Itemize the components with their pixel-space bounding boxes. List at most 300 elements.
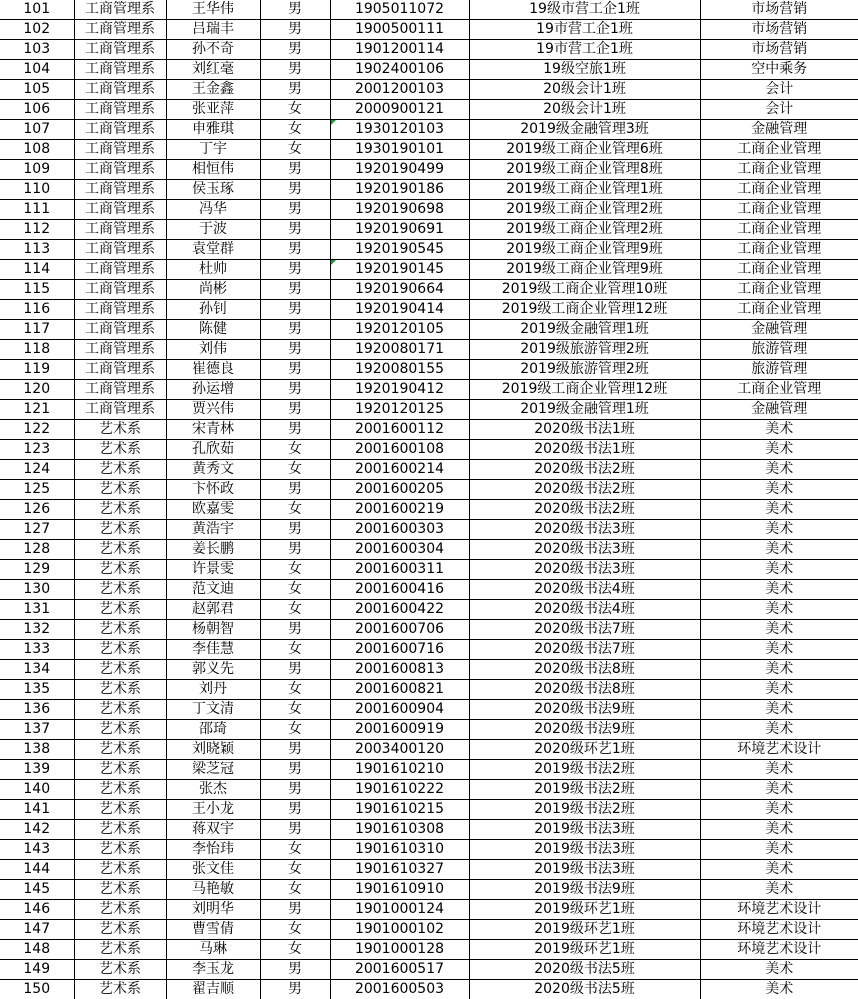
department-cell[interactable]: 工商管理系 [74,200,166,220]
student-id-cell[interactable]: 2001600303 [330,520,469,540]
class-cell[interactable]: 2020级书法3班 [469,560,700,580]
class-cell[interactable]: 2019级环艺1班 [469,940,700,960]
name-cell[interactable]: 张亚萍 [166,100,260,120]
department-cell[interactable]: 工商管理系 [74,20,166,40]
name-cell[interactable]: 吕瑞丰 [166,20,260,40]
student-id-cell[interactable]: 2000900121 [330,100,469,120]
name-cell[interactable]: 蒋双宇 [166,820,260,840]
name-cell[interactable]: 丁宇 [166,140,260,160]
gender-cell[interactable]: 男 [260,320,330,340]
department-cell[interactable]: 艺术系 [74,420,166,440]
gender-cell[interactable]: 男 [260,220,330,240]
department-cell[interactable]: 工商管理系 [74,240,166,260]
major-cell[interactable]: 会计 [700,100,858,120]
student-id-cell[interactable]: 1930120103 [330,120,469,140]
gender-cell[interactable]: 男 [260,360,330,380]
row-number-cell[interactable]: 127 [0,520,74,540]
major-cell[interactable]: 金融管理 [700,120,858,140]
row-number-cell[interactable]: 118 [0,340,74,360]
student-id-cell[interactable]: 2001600304 [330,540,469,560]
name-cell[interactable]: 杨朝智 [166,620,260,640]
row-number-cell[interactable]: 124 [0,460,74,480]
student-id-cell[interactable]: 2001600311 [330,560,469,580]
department-cell[interactable]: 艺术系 [74,720,166,740]
department-cell[interactable]: 工商管理系 [74,40,166,60]
student-id-cell[interactable]: 1930190101 [330,140,469,160]
department-cell[interactable]: 艺术系 [74,820,166,840]
gender-cell[interactable]: 女 [260,640,330,660]
row-number-cell[interactable]: 106 [0,100,74,120]
department-cell[interactable]: 艺术系 [74,500,166,520]
class-cell[interactable]: 2020级书法2班 [469,460,700,480]
row-number-cell[interactable]: 123 [0,440,74,460]
major-cell[interactable]: 旅游管理 [700,360,858,380]
row-number-cell[interactable]: 140 [0,780,74,800]
department-cell[interactable]: 工商管理系 [74,300,166,320]
class-cell[interactable]: 2020级书法7班 [469,640,700,660]
gender-cell[interactable]: 男 [260,420,330,440]
student-id-cell[interactable]: 2001600517 [330,960,469,980]
class-cell[interactable]: 19级空旅1班 [469,60,700,80]
gender-cell[interactable]: 女 [260,940,330,960]
row-number-cell[interactable]: 125 [0,480,74,500]
class-cell[interactable]: 2019级书法2班 [469,800,700,820]
class-cell[interactable]: 2019级工商企业管理6班 [469,140,700,160]
gender-cell[interactable]: 女 [260,120,330,140]
student-id-cell[interactable]: 2001600112 [330,420,469,440]
class-cell[interactable]: 2019级书法3班 [469,860,700,880]
student-id-cell[interactable]: 2001600821 [330,680,469,700]
class-cell[interactable]: 2019级书法3班 [469,820,700,840]
department-cell[interactable]: 艺术系 [74,540,166,560]
class-cell[interactable]: 2020级书法3班 [469,520,700,540]
gender-cell[interactable]: 男 [260,60,330,80]
student-id-cell[interactable]: 1901610310 [330,840,469,860]
row-number-cell[interactable]: 121 [0,400,74,420]
department-cell[interactable]: 艺术系 [74,680,166,700]
class-cell[interactable]: 2019级工商企业管理12班 [469,300,700,320]
class-cell[interactable]: 2020级书法2班 [469,500,700,520]
class-cell[interactable]: 2019级书法9班 [469,880,700,900]
student-id-cell[interactable]: 2001200103 [330,80,469,100]
gender-cell[interactable]: 男 [260,740,330,760]
name-cell[interactable]: 刘丹 [166,680,260,700]
major-cell[interactable]: 美术 [700,560,858,580]
gender-cell[interactable]: 男 [260,200,330,220]
major-cell[interactable]: 空中乘务 [700,60,858,80]
department-cell[interactable]: 艺术系 [74,840,166,860]
student-id-cell[interactable]: 2001600205 [330,480,469,500]
student-id-cell[interactable]: 1920190412 [330,380,469,400]
name-cell[interactable]: 尚彬 [166,280,260,300]
student-id-cell[interactable]: 1905011072 [330,0,469,20]
class-cell[interactable]: 2019级工商企业管理10班 [469,280,700,300]
class-cell[interactable]: 2019级金融管理1班 [469,320,700,340]
department-cell[interactable]: 艺术系 [74,640,166,660]
name-cell[interactable]: 刘伟 [166,340,260,360]
gender-cell[interactable]: 男 [260,20,330,40]
class-cell[interactable]: 2019级环艺1班 [469,920,700,940]
name-cell[interactable]: 刘红毫 [166,60,260,80]
row-number-cell[interactable]: 139 [0,760,74,780]
class-cell[interactable]: 2020级书法9班 [469,720,700,740]
class-cell[interactable]: 2019级金融管理1班 [469,400,700,420]
name-cell[interactable]: 欧嘉雯 [166,500,260,520]
row-number-cell[interactable]: 122 [0,420,74,440]
class-cell[interactable]: 2020级书法5班 [469,980,700,999]
department-cell[interactable]: 艺术系 [74,580,166,600]
class-cell[interactable]: 2020级书法4班 [469,580,700,600]
name-cell[interactable]: 翟吉顺 [166,980,260,999]
row-number-cell[interactable]: 131 [0,600,74,620]
row-number-cell[interactable]: 133 [0,640,74,660]
class-cell[interactable]: 2019级书法3班 [469,840,700,860]
department-cell[interactable]: 艺术系 [74,480,166,500]
department-cell[interactable]: 工商管理系 [74,220,166,240]
major-cell[interactable]: 工商企业管理 [700,180,858,200]
row-number-cell[interactable]: 135 [0,680,74,700]
student-id-cell[interactable]: 1920120105 [330,320,469,340]
name-cell[interactable]: 刘明华 [166,900,260,920]
major-cell[interactable]: 美术 [700,840,858,860]
student-id-cell[interactable]: 1920120125 [330,400,469,420]
row-number-cell[interactable]: 129 [0,560,74,580]
name-cell[interactable]: 孔欣茹 [166,440,260,460]
department-cell[interactable]: 艺术系 [74,460,166,480]
major-cell[interactable]: 旅游管理 [700,340,858,360]
row-number-cell[interactable]: 119 [0,360,74,380]
student-id-cell[interactable]: 1901000128 [330,940,469,960]
class-cell[interactable]: 2019级金融管理3班 [469,120,700,140]
gender-cell[interactable]: 男 [260,620,330,640]
student-id-cell[interactable]: 2001600219 [330,500,469,520]
department-cell[interactable]: 艺术系 [74,740,166,760]
student-id-cell[interactable]: 1920190545 [330,240,469,260]
row-number-cell[interactable]: 114 [0,260,74,280]
department-cell[interactable]: 艺术系 [74,760,166,780]
department-cell[interactable]: 工商管理系 [74,400,166,420]
class-cell[interactable]: 2020级环艺1班 [469,740,700,760]
department-cell[interactable]: 艺术系 [74,860,166,880]
student-id-cell[interactable]: 1920190664 [330,280,469,300]
major-cell[interactable]: 工商企业管理 [700,300,858,320]
student-id-cell[interactable]: 2001600416 [330,580,469,600]
name-cell[interactable]: 杜帅 [166,260,260,280]
department-cell[interactable]: 艺术系 [74,880,166,900]
student-id-cell[interactable]: 1920190698 [330,200,469,220]
gender-cell[interactable]: 男 [260,380,330,400]
department-cell[interactable]: 工商管理系 [74,280,166,300]
gender-cell[interactable]: 女 [260,560,330,580]
gender-cell[interactable]: 女 [260,500,330,520]
name-cell[interactable]: 姜长鹏 [166,540,260,560]
gender-cell[interactable]: 男 [260,960,330,980]
name-cell[interactable]: 崔德良 [166,360,260,380]
class-cell[interactable]: 2020级书法1班 [469,440,700,460]
student-id-cell[interactable]: 2001600716 [330,640,469,660]
department-cell[interactable]: 艺术系 [74,780,166,800]
gender-cell[interactable]: 女 [260,860,330,880]
gender-cell[interactable]: 男 [260,240,330,260]
name-cell[interactable]: 侯玉琢 [166,180,260,200]
class-cell[interactable]: 20级会计1班 [469,100,700,120]
department-cell[interactable]: 工商管理系 [74,160,166,180]
department-cell[interactable]: 艺术系 [74,940,166,960]
name-cell[interactable]: 刘晓颖 [166,740,260,760]
name-cell[interactable]: 申雅琪 [166,120,260,140]
class-cell[interactable]: 2019级工商企业管理9班 [469,260,700,280]
student-id-cell[interactable]: 2001600706 [330,620,469,640]
department-cell[interactable]: 艺术系 [74,920,166,940]
gender-cell[interactable]: 男 [260,800,330,820]
major-cell[interactable]: 美术 [700,500,858,520]
major-cell[interactable]: 工商企业管理 [700,220,858,240]
row-number-cell[interactable]: 109 [0,160,74,180]
class-cell[interactable]: 2020级书法1班 [469,420,700,440]
major-cell[interactable]: 市场营销 [700,0,858,20]
name-cell[interactable]: 张文佳 [166,860,260,880]
major-cell[interactable]: 美术 [700,860,858,880]
student-id-cell[interactable]: 2001600108 [330,440,469,460]
department-cell[interactable]: 艺术系 [74,560,166,580]
major-cell[interactable]: 环境艺术设计 [700,900,858,920]
row-number-cell[interactable]: 128 [0,540,74,560]
row-number-cell[interactable]: 103 [0,40,74,60]
gender-cell[interactable]: 女 [260,700,330,720]
major-cell[interactable]: 金融管理 [700,400,858,420]
gender-cell[interactable]: 女 [260,460,330,480]
major-cell[interactable]: 美术 [700,780,858,800]
row-number-cell[interactable]: 136 [0,700,74,720]
department-cell[interactable]: 艺术系 [74,980,166,999]
row-number-cell[interactable]: 146 [0,900,74,920]
name-cell[interactable]: 孙运增 [166,380,260,400]
class-cell[interactable]: 2019级工商企业管理2班 [469,220,700,240]
department-cell[interactable]: 工商管理系 [74,360,166,380]
name-cell[interactable]: 黄秀文 [166,460,260,480]
name-cell[interactable]: 李怡玮 [166,840,260,860]
gender-cell[interactable]: 男 [260,820,330,840]
gender-cell[interactable]: 女 [260,580,330,600]
department-cell[interactable]: 艺术系 [74,700,166,720]
student-id-cell[interactable]: 1901000102 [330,920,469,940]
gender-cell[interactable]: 男 [260,780,330,800]
gender-cell[interactable]: 男 [260,280,330,300]
student-id-cell[interactable]: 2001600904 [330,700,469,720]
student-id-cell[interactable]: 1900500111 [330,20,469,40]
gender-cell[interactable]: 女 [260,720,330,740]
major-cell[interactable]: 美术 [700,480,858,500]
major-cell[interactable]: 会计 [700,80,858,100]
major-cell[interactable]: 金融管理 [700,320,858,340]
row-number-cell[interactable]: 138 [0,740,74,760]
student-id-cell[interactable]: 1901610222 [330,780,469,800]
gender-cell[interactable]: 男 [260,400,330,420]
major-cell[interactable]: 工商企业管理 [700,380,858,400]
major-cell[interactable]: 美术 [700,460,858,480]
student-id-cell[interactable]: 1920080171 [330,340,469,360]
name-cell[interactable]: 孙不奇 [166,40,260,60]
major-cell[interactable]: 美术 [700,640,858,660]
major-cell[interactable]: 工商企业管理 [700,260,858,280]
row-number-cell[interactable]: 130 [0,580,74,600]
class-cell[interactable]: 2019级工商企业管理2班 [469,200,700,220]
major-cell[interactable]: 市场营销 [700,40,858,60]
row-number-cell[interactable]: 149 [0,960,74,980]
class-cell[interactable]: 2020级书法9班 [469,700,700,720]
major-cell[interactable]: 美术 [700,700,858,720]
row-number-cell[interactable]: 107 [0,120,74,140]
department-cell[interactable]: 工商管理系 [74,100,166,120]
class-cell[interactable]: 2020级书法2班 [469,480,700,500]
class-cell[interactable]: 2020级书法8班 [469,680,700,700]
department-cell[interactable]: 工商管理系 [74,140,166,160]
major-cell[interactable]: 美术 [700,680,858,700]
department-cell[interactable]: 艺术系 [74,620,166,640]
name-cell[interactable]: 曹雪倩 [166,920,260,940]
major-cell[interactable]: 美术 [700,620,858,640]
student-id-cell[interactable]: 1920190186 [330,180,469,200]
class-cell[interactable]: 19市营工企1班 [469,20,700,40]
class-cell[interactable]: 2019级环艺1班 [469,900,700,920]
gender-cell[interactable]: 男 [260,180,330,200]
major-cell[interactable]: 美术 [700,800,858,820]
row-number-cell[interactable]: 142 [0,820,74,840]
row-number-cell[interactable]: 147 [0,920,74,940]
class-cell[interactable]: 2020级书法5班 [469,960,700,980]
student-id-cell[interactable]: 2001600813 [330,660,469,680]
row-number-cell[interactable]: 101 [0,0,74,20]
gender-cell[interactable]: 男 [260,760,330,780]
department-cell[interactable]: 工商管理系 [74,340,166,360]
class-cell[interactable]: 2019级工商企业管理9班 [469,240,700,260]
gender-cell[interactable]: 男 [260,660,330,680]
student-id-cell[interactable]: 2001600503 [330,980,469,999]
gender-cell[interactable]: 女 [260,880,330,900]
name-cell[interactable]: 赵郭君 [166,600,260,620]
gender-cell[interactable]: 男 [260,260,330,280]
name-cell[interactable]: 冯华 [166,200,260,220]
class-cell[interactable]: 19市营工企1班 [469,40,700,60]
name-cell[interactable]: 陈健 [166,320,260,340]
row-number-cell[interactable]: 144 [0,860,74,880]
gender-cell[interactable]: 男 [260,80,330,100]
gender-cell[interactable]: 女 [260,920,330,940]
department-cell[interactable]: 艺术系 [74,900,166,920]
major-cell[interactable]: 美术 [700,420,858,440]
name-cell[interactable]: 范文迪 [166,580,260,600]
class-cell[interactable]: 2019级书法2班 [469,760,700,780]
major-cell[interactable]: 市场营销 [700,20,858,40]
gender-cell[interactable]: 男 [260,300,330,320]
student-id-cell[interactable]: 1901610308 [330,820,469,840]
name-cell[interactable]: 张杰 [166,780,260,800]
class-cell[interactable]: 19级市营工企1班 [469,0,700,20]
class-cell[interactable]: 2019级工商企业管理1班 [469,180,700,200]
gender-cell[interactable]: 女 [260,100,330,120]
gender-cell[interactable]: 男 [260,340,330,360]
row-number-cell[interactable]: 115 [0,280,74,300]
department-cell[interactable]: 艺术系 [74,520,166,540]
major-cell[interactable]: 环境艺术设计 [700,940,858,960]
major-cell[interactable]: 环境艺术设计 [700,920,858,940]
student-id-cell[interactable]: 1920190691 [330,220,469,240]
gender-cell[interactable]: 男 [260,980,330,999]
department-cell[interactable]: 艺术系 [74,440,166,460]
gender-cell[interactable]: 女 [260,600,330,620]
row-number-cell[interactable]: 117 [0,320,74,340]
name-cell[interactable]: 丁文清 [166,700,260,720]
department-cell[interactable]: 工商管理系 [74,0,166,20]
major-cell[interactable]: 美术 [700,600,858,620]
name-cell[interactable]: 马琳 [166,940,260,960]
row-number-cell[interactable]: 111 [0,200,74,220]
department-cell[interactable]: 工商管理系 [74,80,166,100]
department-cell[interactable]: 艺术系 [74,960,166,980]
student-id-cell[interactable]: 2003400120 [330,740,469,760]
major-cell[interactable]: 美术 [700,440,858,460]
class-cell[interactable]: 2020级书法3班 [469,540,700,560]
gender-cell[interactable]: 男 [260,0,330,20]
major-cell[interactable]: 工商企业管理 [700,140,858,160]
student-id-cell[interactable]: 1920190145 [330,260,469,280]
major-cell[interactable]: 工商企业管理 [700,200,858,220]
student-id-cell[interactable]: 1902400106 [330,60,469,80]
name-cell[interactable]: 李佳慧 [166,640,260,660]
row-number-cell[interactable]: 148 [0,940,74,960]
major-cell[interactable]: 美术 [700,980,858,999]
gender-cell[interactable]: 女 [260,140,330,160]
row-number-cell[interactable]: 141 [0,800,74,820]
name-cell[interactable]: 卞怀政 [166,480,260,500]
name-cell[interactable]: 孙钊 [166,300,260,320]
row-number-cell[interactable]: 134 [0,660,74,680]
major-cell[interactable]: 美术 [700,580,858,600]
student-id-cell[interactable]: 1901610910 [330,880,469,900]
student-id-cell[interactable]: 2001600214 [330,460,469,480]
student-id-cell[interactable]: 1901610210 [330,760,469,780]
gender-cell[interactable]: 男 [260,40,330,60]
gender-cell[interactable]: 女 [260,440,330,460]
major-cell[interactable]: 环境艺术设计 [700,740,858,760]
name-cell[interactable]: 王华伟 [166,0,260,20]
gender-cell[interactable]: 女 [260,840,330,860]
department-cell[interactable]: 艺术系 [74,600,166,620]
class-cell[interactable]: 2020级书法8班 [469,660,700,680]
student-id-cell[interactable]: 1901610215 [330,800,469,820]
major-cell[interactable]: 美术 [700,760,858,780]
name-cell[interactable]: 黄浩宇 [166,520,260,540]
row-number-cell[interactable]: 113 [0,240,74,260]
name-cell[interactable]: 马艳敏 [166,880,260,900]
student-id-cell[interactable]: 2001600919 [330,720,469,740]
row-number-cell[interactable]: 104 [0,60,74,80]
row-number-cell[interactable]: 143 [0,840,74,860]
row-number-cell[interactable]: 112 [0,220,74,240]
name-cell[interactable]: 贾兴伟 [166,400,260,420]
student-id-cell[interactable]: 1920080155 [330,360,469,380]
name-cell[interactable]: 于波 [166,220,260,240]
row-number-cell[interactable]: 137 [0,720,74,740]
name-cell[interactable]: 袁堂群 [166,240,260,260]
gender-cell[interactable]: 男 [260,480,330,500]
major-cell[interactable]: 工商企业管理 [700,240,858,260]
name-cell[interactable]: 相恒伟 [166,160,260,180]
class-cell[interactable]: 2019级工商企业管理8班 [469,160,700,180]
class-cell[interactable]: 2019级书法2班 [469,780,700,800]
department-cell[interactable]: 工商管理系 [74,180,166,200]
row-number-cell[interactable]: 110 [0,180,74,200]
